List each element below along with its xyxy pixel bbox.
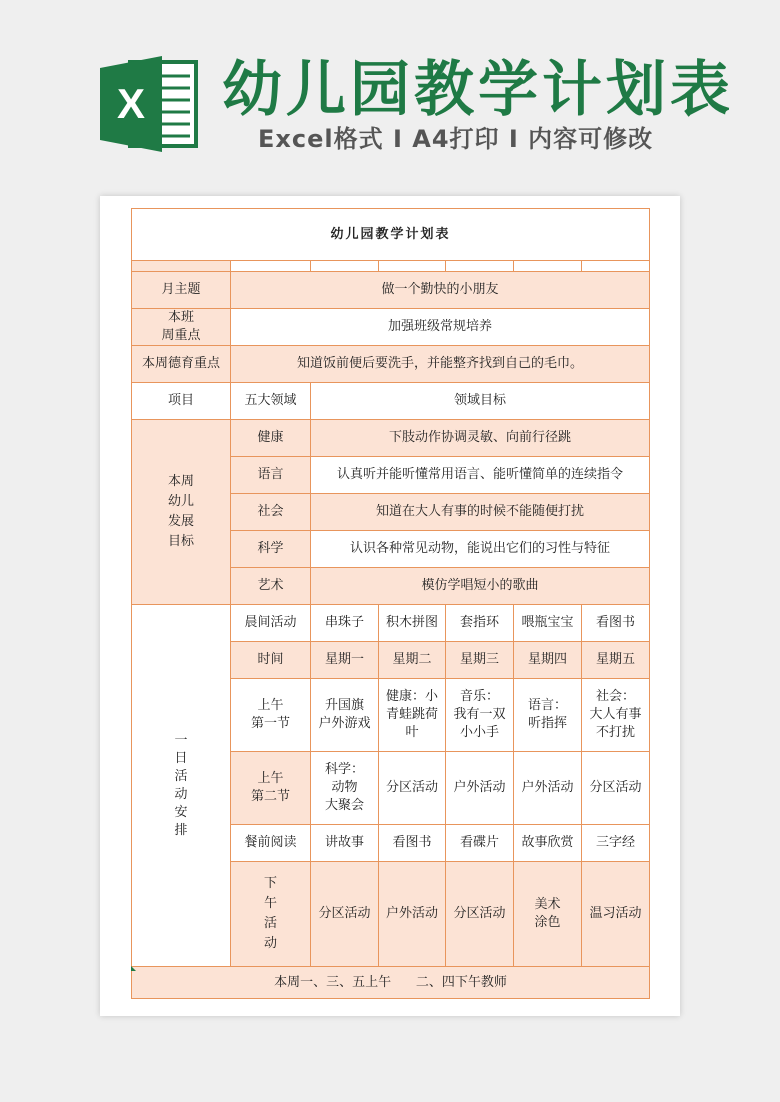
- schedule-cell[interactable]: 故事欣赏: [514, 825, 582, 862]
- schedule-section-label[interactable]: 一 日 活 动 安 排: [132, 605, 231, 967]
- schedule-cell[interactable]: 社会： 大人有事 不打扰: [582, 679, 650, 752]
- schedule-label[interactable]: 下 午 活 动: [231, 862, 311, 967]
- schedule-cell[interactable]: 音乐： 我有一双 小小手: [446, 679, 514, 752]
- theme-value[interactable]: 做一个勤快的小朋友: [231, 272, 650, 309]
- moral-focus-value[interactable]: 知道饭前便后要洗手，并能整齐找到自己的毛巾。: [231, 346, 650, 383]
- schedule-cell[interactable]: 分区活动: [446, 862, 514, 967]
- schedule-label[interactable]: 上午 第二节: [231, 752, 311, 825]
- schedule-label[interactable]: 上午 第一节: [231, 679, 311, 752]
- weekly-focus-label[interactable]: 本班 周重点: [132, 309, 231, 346]
- weekday-cell[interactable]: 星期一: [311, 642, 379, 679]
- goal-target[interactable]: 下肢动作协调灵敏、向前行径跳: [311, 420, 650, 457]
- goal-target[interactable]: 知道在大人有事的时候不能随便打扰: [311, 494, 650, 531]
- goal-domain[interactable]: 社会: [231, 494, 311, 531]
- schedule-label[interactable]: 晨间活动: [231, 605, 311, 642]
- goal-target[interactable]: 认真听并能听懂常用语言、能听懂简单的连续指令: [311, 457, 650, 494]
- schedule-cell[interactable]: 讲故事: [311, 825, 379, 862]
- schedule-cell[interactable]: 积木拼图: [379, 605, 446, 642]
- schedule-cell[interactable]: 喂瓶宝宝: [514, 605, 582, 642]
- schedule-cell[interactable]: 美术 涂色: [514, 862, 582, 967]
- schedule-cell[interactable]: 分区活动: [582, 752, 650, 825]
- schedule-cell[interactable]: 升国旗 户外游戏: [311, 679, 379, 752]
- weekday-cell[interactable]: 星期五: [582, 642, 650, 679]
- weekday-cell[interactable]: 星期三: [446, 642, 514, 679]
- schedule-cell[interactable]: 分区活动: [311, 862, 379, 967]
- svg-text:X: X: [116, 80, 146, 127]
- schedule-row: [132, 605, 650, 642]
- teaching-plan-table: [131, 208, 650, 999]
- banner: [0, 0, 780, 190]
- spacer-row: [132, 261, 650, 272]
- schedule-cell[interactable]: 温习活动: [582, 862, 650, 967]
- weekday-cell[interactable]: 星期四: [514, 642, 582, 679]
- document-title[interactable]: 幼儿园教学计划表: [132, 209, 650, 261]
- schedule-cell[interactable]: 串珠子: [311, 605, 379, 642]
- schedule-cell[interactable]: 看图书: [379, 825, 446, 862]
- cell-corner-marker: [131, 966, 136, 971]
- schedule-cell[interactable]: 科学： 动物 大聚会: [311, 752, 379, 825]
- schedule-cell[interactable]: 三字经: [582, 825, 650, 862]
- target-header[interactable]: 领域目标: [311, 383, 650, 420]
- banner-title: 幼儿园教学计划表: [222, 55, 734, 125]
- banner-subtitle: Excel格式 I A4打印 I 内容可修改: [258, 125, 654, 153]
- schedule-cell[interactable]: 户外活动: [514, 752, 582, 825]
- weekly-focus-value[interactable]: 加强班级常规培养: [231, 309, 650, 346]
- schedule-cell[interactable]: 套指环: [446, 605, 514, 642]
- schedule-label[interactable]: 餐前阅读: [231, 825, 311, 862]
- schedule-cell[interactable]: 看图书: [582, 605, 650, 642]
- goal-domain[interactable]: 健康: [231, 420, 311, 457]
- schedule-cell[interactable]: 健康：小 青蛙跳荷 叶: [379, 679, 446, 752]
- domain-header[interactable]: 五大领域: [231, 383, 311, 420]
- schedule-cell[interactable]: 户外活动: [379, 862, 446, 967]
- goal-domain[interactable]: 艺术: [231, 568, 311, 605]
- schedule-cell[interactable]: 语言： 听指挥: [514, 679, 582, 752]
- schedule-cell[interactable]: 看碟片: [446, 825, 514, 862]
- excel-icon: [100, 56, 200, 152]
- teacher-note-footer[interactable]: 本周一、三、五上午 二、四下午教师: [132, 967, 650, 999]
- goal-target[interactable]: 认识各种常见动物，能说出它们的习性与特征: [311, 531, 650, 568]
- schedule-cell[interactable]: 分区活动: [379, 752, 446, 825]
- theme-label[interactable]: 月主题: [132, 272, 231, 309]
- schedule-cell[interactable]: 户外活动: [446, 752, 514, 825]
- goal-domain[interactable]: 语言: [231, 457, 311, 494]
- moral-focus-label[interactable]: 本周德育重点: [132, 346, 231, 383]
- project-header[interactable]: 项目: [132, 383, 231, 420]
- goals-section-label[interactable]: 本周 幼儿 发展 目标: [132, 420, 231, 605]
- schedule-label[interactable]: 时间: [231, 642, 311, 679]
- goal-domain[interactable]: 科学: [231, 531, 311, 568]
- goal-target[interactable]: 模仿学唱短小的歌曲: [311, 568, 650, 605]
- weekday-cell[interactable]: 星期二: [379, 642, 446, 679]
